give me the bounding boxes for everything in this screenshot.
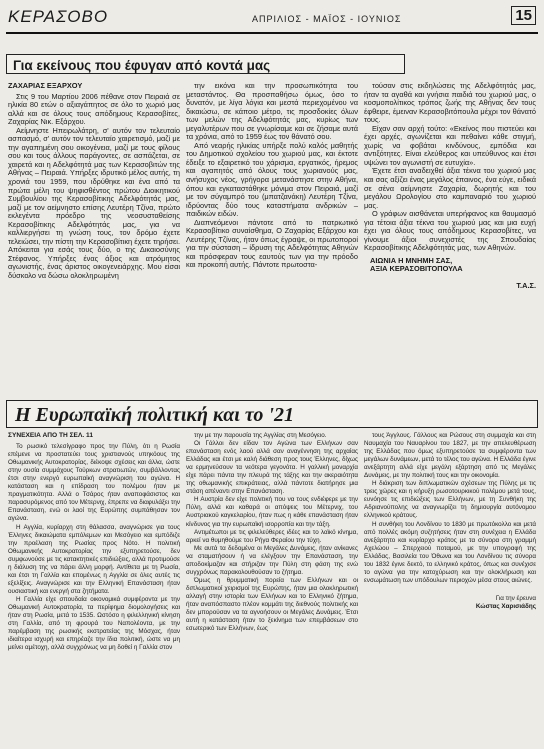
article2-paragraph: Με αυτά τα δεδομένα οι Μεγάλες Δυνάμεις, ήταν ανίκανες να σταματήσουν ή να ελέγξουν την Επανάσταση, την αποδοκίμαζαν και στήριζαν την Πύλη στη φάση της ενώ συγχρόνως παρακολουθούσαν το ζήτημα.: [186, 544, 358, 576]
article1-author: ΖΑΧΑΡΙΑΣ ΕΞΑΡΧΟΥ: [8, 81, 83, 90]
article1-paragraph: τούσαν στις εκδηλώσεις της Αδελφότητάς μας, ήταν τα αγαθά και γνήσια παιδιά του χωριού μας, ο κοσμοπολίτικος τρόπος ζωής της Αθήνας δεν τους έφθειρε, έμειναν Κερασοβιτόπουλα μέχρι τον θάνατό τους.: [364, 81, 536, 125]
article2-credit-name: Κώστας Χαρισιάδης: [475, 602, 536, 610]
masthead: [6, 5, 538, 31]
article2-headline: Η Ευρωπαϊκή πολιτική και το '21: [15, 404, 294, 426]
article2-paragraph: τους Άγγλους. Γάλλους και Ρώσους στη συμμαχία και στη Ναυμαχία του Ναυαρίνου του 1827, με την απελευθέρωση της Ελλάδας που όμως εξυπηρετούσε τα συμφέροντα των μεγάλων δυνάμεων, μετά το τέλος του αγώνα. Η Ελλάδα έγινε ανεξάρτητη αλλά είχε μεγάλη εξάρτηση από τις Μεγάλες Δυνάμεις, με την πολιτική τους και την οικονομία.: [364, 432, 536, 480]
article1-closing-2: ΑΞΙΑ ΚΕΡΑΣΟΒΙΤΟΠΟΥΛΑ: [370, 264, 463, 274]
article2-paragraph: Η Αυστρία δεν είχε πολιτική που να τους ενδιέφερε με την Πύλη, αλλά και καθαρά οι απόψεις του Μέτερνιχ, του Αυστριακού καγκελαρίου, ήταν πως η κάθε επανάσταση ήταν κίνδυνος για την ευρωπαϊκή ισορροπία και την τάξη.: [186, 496, 358, 528]
article2-column-3: [364, 432, 536, 744]
article1-headline: Για εκείνους που έφυγαν από κοντά μας: [13, 58, 271, 73]
masthead-rule: [6, 32, 538, 34]
article2-paragraph: Η Γαλλία είχε σπουδαία οικονομικά συμφέροντα με την Οθωμανική Αυτοκρατορία, τα περίφημα διομολογήσεις και ήταν στη Ρωσία, μετά το 1535. Ωστόσο η φιλελληνική κίνηση στη Γαλλία, από τη φρουρά του Ναπολέοντα, με την παρέμβαση της ρωσικής εκστρατείας της Μόσχας, ήταν ιδιαίτερα ισχυρή και επηρέαζε την ίδια πολιτική, ώστε να μη μείνει αμέτοχη, αλλά συγχρόνως να μη δοθεί η Γαλλία στον: [8, 595, 180, 652]
article1-paragraph: Από νεαρής ηλικίας υπήρξε πολύ καλός μαθητής του Δημοτικού σχολείου του χωριού μας, και έκτοτε έδειξε το εξαιρετικό του χάρισμα, εργατικός, ήρεμος και αγαπητός από όλους τους χωριανούς μας, ανήσυχος νέος, γρήγορα μετανάστησε στην Αθήνα, όπου και εγκαταστάθηκε μόνιμα στον Πειραιά, μαζί με τον σύγαμπρό του (μπατζανάκη) Λευτέρη Τζίνα, ιδρύοντας δύο τους καταστήματα ανδρικών – παιδικών ειδών.: [186, 140, 358, 219]
article2-continued-label: ΣΥΝΕΧΕΙΑ ΑΠΟ ΤΗ ΣΕΛ. 11: [8, 432, 93, 439]
article2-paragraph: Οι Γάλλοι δεν είδαν τον Αγώνα των Ελλήνων σαν επανάσταση ενός λαού αλλά σαν αναγέννηση της αρχαίας Ελλάδας και έτσι με καλή διάθεση προς τους Έλληνες, δίχως να ερμηνεύσουν τα νεότερα γεγονότα. Η γαλλική μοναρχία είχε πάρει πάντα την πλευρά της τάξης και την ακεραιότητα της οθωμανικής επικράτειας, αλλά πάντοτε διατήρησε μια στάση απέναντι στην Επανάσταση.: [186, 440, 358, 496]
article1-paragraph: Είχαν σαν αρχή τούτο: «Εκείνος που πιστεύει και έχει αρχές, αγωνίζεται και πεθαίνει κάθε στιγμή, χωρίς να φοβάται κινδύνους, εμπόδια και αντιξότητες. Είναι ελεύθερος και υπεύθυνος και έτσι υψώνει τον αγωνιστή σε ευτυχία».: [364, 123, 536, 167]
article1-paragraph: Ο γράφων αισθάνεται υπερήφανος και θαυμασμό για τέτοια άξια τέκνα του χωριού μας και μια ευχή έχει για όλους τους απόδημους Κερασοβίτες, να γίνουμε άξιοι συνεχιστές της Σπουδαίας Κερασοβίτικης Αδελφότητάς μας, των Αθηνών.: [364, 209, 536, 253]
article2-credit-line: Για την έρευνα: [495, 594, 536, 602]
issue-dates: ΑΠΡΙΛΙΟΣ - ΜΑΪΟΣ - ΙΟΥΝΙΟΣ: [252, 14, 402, 24]
article1-closing-1: ΑΙΩΝΙΑ Η ΜΝΗΜΗ ΣΑΣ,: [370, 255, 453, 265]
article2-paragraph: Η διάκριση των διπλωματικών σχέσεων της Πύλης με τις τρεις χώρες και η κήρυξη ρωσοτουρκικού πολέμου μετά τους, ευνόησε τις επιδιώξεις των Ελλήνων, με τη Συνθήκη της Αδριανούπολης να αναγνωρίζει τη δημιουργία αυτόνομου ελληνικού κράτους.: [364, 480, 536, 520]
article2-column-2: [186, 432, 358, 744]
article1-paragraph: Αείμνηστε Ηπειρωλάτρη, σ' αυτόν τον τελευταίο ασπασμό, σ' αυτόν τον τελευταίο χαιρετισμό, μαζί με την αγαπημένη σου οικογένεια, μαζί με τους φίλους σου και τους άλλους παράγοντες, σε ασπάζεται, σε χαιρετά και η Αδελφότητά μας των Κερασοβιτών της Αθήνας – Πειραιά. Υπήρξες ιδρυτικό μέλος αυτής, τη χρονιά του 1959, που ιδρύθηκε και ένα από τα πρώτα μέλη του ψηφισθέντος πρώτου Διοικητικού Συμβουλίου της Κερασοβίτικης Αδελφότητάς μας, μαζί με τον αείμνηστο επίσης Λευτέρη Τζίνα, πρώτο εκλεγέντα πρόεδρο της νεοσυσταθείσης Κερασοβίτικης Αδελφότητάς μας, για να καλλιεργήσει τη γνώση τους, τον δρόμο έχετε τελειώσει, την πίστη την Κερασοβίτικη έχετε τηρήσει. Απόκειται για εσάς τους δύο, ο της Δικαιοσύνης Στέφανος. Υπήρξες ένας άξιος και ατρόμητος αγωνιστής, ένας άριστος οικογενειάρχης. Μου είσαι δύσκολο να δώσω ολοκληρωμένη: [8, 125, 180, 281]
article1-paragraph: Στις 9 του Μαρτίου 2006 πέθανε στον Πειραιά σε ηλικία 80 ετών ο αξιαγάπητος σε όλο το χωριό μας αλλά και σε όλους τους απόδημους Κερασοβίτες, Ζαχαρίας Νικ. Εξάρχου.: [8, 91, 180, 127]
article1-paragraph: την εικόνα και την προσωπικότητα του μεταστάντος. Θα προσπαθήσω όμως, όσο το δυνατόν, με λίγα λόγια και μεστά περιεχομένου να δικαιώσω, σε κάποιο μέτρο, τις προσδοκίες όλων των μελών της Αδελφότητάς μας, κυρίως των μεγαλυτέρων που σε γνωρίσαμε και σε ζήσαμε αυτά τα χρόνια, από το 1959 έως τον θάνατό σου.: [186, 81, 358, 142]
article1-paragraph: Έχετε έτσι αναδειχθεί άξια τέκνα του χωριού μας και σας αξίζει ένας μεγάλος έπαινος, ένα εύγε, ειδικά σε σένα αείμνηστε Ζαχαρία, δωρητής και του μεγάλου Ωρολογίου στο καμπαναριό του χωριού μας.: [364, 166, 536, 210]
page-number: 15: [511, 6, 536, 25]
article2-paragraph: Αντιμέτωποι με τις φιλελεύθερες ιδέες και το λαϊκό κίνημα, αρκεί να θυμηθούμε του Ρήγα Φεραίου την τύχη.: [186, 528, 358, 544]
article1-signature: Τ.Α.Σ.: [516, 281, 536, 291]
article1-headline-box: [6, 54, 405, 74]
newspaper-name: ΚΕΡΑΣΟΒΟ: [8, 7, 109, 26]
article2-column-1: [8, 432, 180, 744]
article1-paragraph: Διαπνεόμενοι πάντοτε από το πατριωτικό Κερασοβίτικο συναίσθημα, Ο Ζαχαρίας Εξάρχου και Λευτέρης Τζίνας, ήταν όπως έγραψε, οι πρωτοποροί για την σύσταση – ίδρυση της Αδελφότητας Αθηνών και πρόσφεραν τους εαυτούς των για την πρόοδο και προκοπή αυτής. Πάντοτε πρωτοστα-: [186, 217, 358, 270]
article2-paragraph: Η Αγγλία, κυρίαρχη στη θάλασσα, αναγνώρισε για τους Έλληνες δικαιώματα εμπόλεμων και Μεσόγειο και εμπόδιζε την προέλαση της Ρωσίας προς Νότο. Η πολιτική Οθωμανικής Αυτοκρατορίας την εξυπηρετούσε, δεν συμφωνούσε με τις κατακτητικές επιδιώξεις, αλλά προτιμούσε η διάλυση της να πάρει άλλη μορφή. Αντίθετα με τη Ρωσία, και έτσι τη Γαλλία και επομένως η Αγγλία σε όλες αυτές τις εξελίξεις. Αναγνώρισε και την Ελληνική Επανάσταση ήταν ουσιαστική και ενεργή στα ζητήματα.: [8, 523, 180, 595]
article1-column-1: [8, 82, 180, 370]
article2-paragraph: Όμως η θρυμματική πορεία των Ελλήνων και οι διπλωματικοί χειρισμοί της Ευρώπης, ήταν μια ολοκληρωτική αλλαγή στην ιστορία των Ελλήνων και το Ελληνικό ζήτημα, ήταν αναπόσπαστο πλέον κομμάτι της διεθνούς πολιτικής και δεν μπορούσαν να τα αγνοήσουν οι Μεγάλες Δυνάμεις. Έτσι αυτή η κατάσταση ήταν το ξεκίνημα των επεμβάσεων στο εσωτερικό των Ελλήνων, έως: [186, 576, 358, 633]
article2-headline-box: [6, 400, 538, 428]
article2-paragraph: την με την παρουσία της Αγγλίας στη Μεσόγειο.: [194, 432, 327, 439]
article1-column-3: [364, 82, 536, 382]
article2-paragraph: Το ρωσικό τελεσίγραφο προς την Πύλη, ότι η Ρωσία επέμενε να προστατεύει τους χριστιανούς υπηκόους της Οθωμανικής Αυτοκρατορίας, διέκοψε σχέσεις και άλλα, ώστε στην ουσία συμμάχους Τούρκων στρατιωτών, συμβάλλοντας έτσι στην ενεργό ευρωπαϊκή αναγνώριση του αγώνα. Η κατάσταση και η επίδραση του πολέμου ήταν με πραγματικότητα. Αλλά ο Τσάρος ήταν αναποφάσιστος και παρασυρόμενος από τον Μέτερνιχ, έπρεπε να διαφυλάξει την Επανάσταση, ενώ οι λαοί της Ευρώπης συμπάθησαν τον αγώνα.: [8, 443, 180, 523]
article2-paragraph: Η συνθήκη του Λονδίνου το 1830 με πρωτόκολλο και μετά από πολλές ακόμη συζητήσεις ήταν στη συνέχεια η Ελλάδα ανεξάρτητο και κυρίαρχο κράτος με τα σύνορα στη γραμμή Αχελώου – Σπερχειού ποταμού, με την υπογραφή της Ελλάδας, Βασιλεία του Όθωνα και του Λονδίνου τις σύνορα του 1832 έγινε δεκτό, το ελληνικό κράτος, όπως και συνέχισε το αγώνα για την κατοχύρωση και την ολοκλήρωση και ενσωμάτωση των υπόδουλων περιοχών μέσα στους αιώνες.: [364, 520, 536, 584]
article1-column-2: [186, 82, 358, 370]
